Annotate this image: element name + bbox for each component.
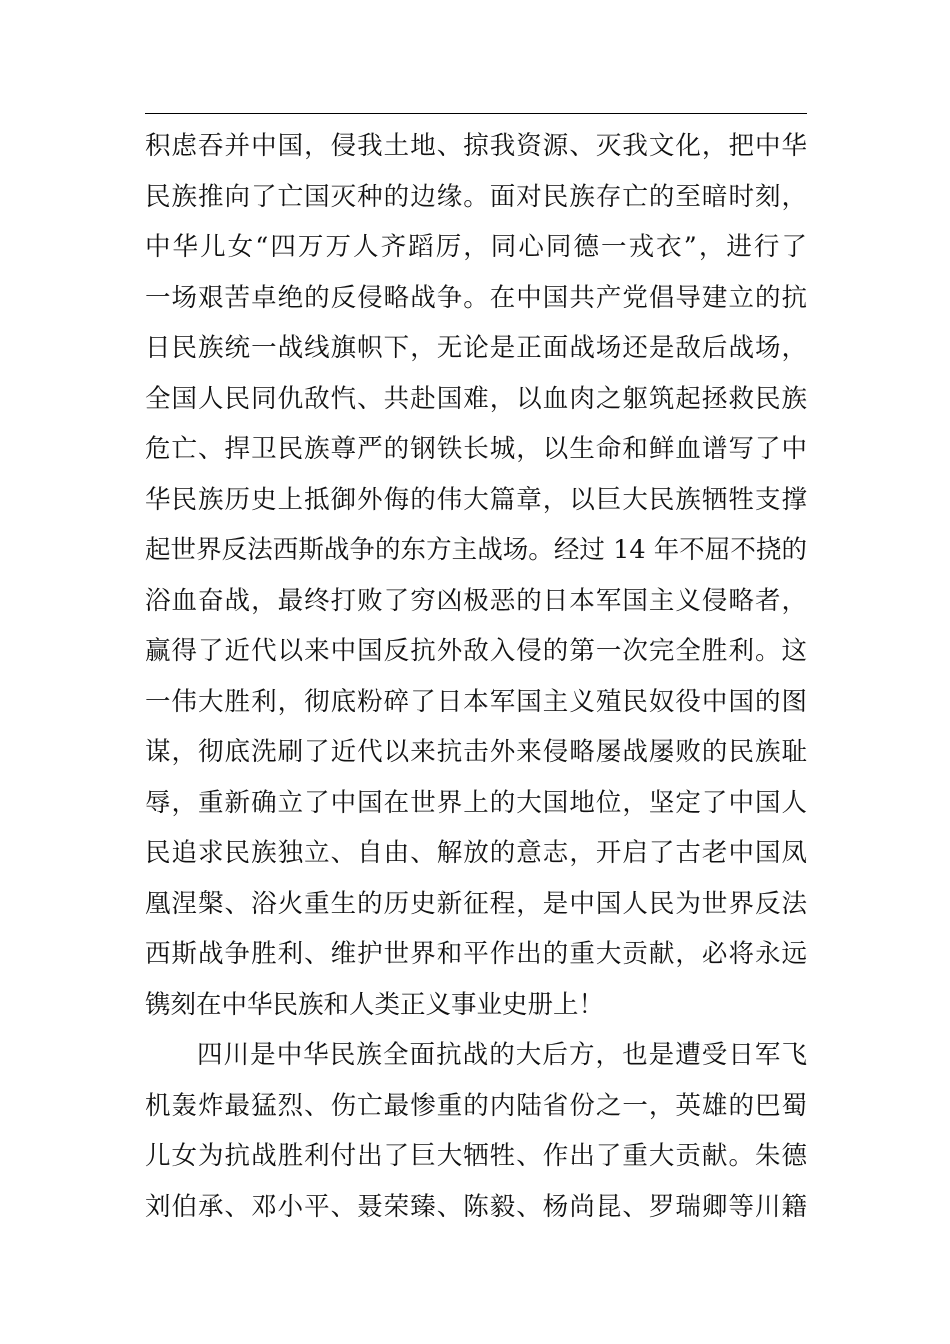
text-line: 赢得了近代以来中国反抗外敌入侵的第一次完全胜利。这 — [145, 636, 807, 666]
text-line: 一伟大胜利，彻底粉碎了日本军国主义殖民奴役中国的图 — [145, 686, 807, 717]
text-line: 一场艰苦卓绝的反侵略战争。在中国共产党倡导建立的抗 — [145, 282, 807, 313]
text-line: 西斯战争胜利、维护世界和平作出的重大贡献，必将永远 — [145, 939, 807, 969]
text-line: 凰涅槃、浴火重生的历史新征程，是中国人民为世界反法 — [145, 888, 807, 919]
body-text — [145, 121, 807, 1232]
text-line: 儿女为抗战胜利付出了巨大牺牲、作出了重大贡献。朱德 — [145, 1141, 807, 1171]
text-line: 中华儿女“四万万人齐蹈厉，同心同德一戎衣”，进行了 — [145, 232, 807, 262]
text-line: 刘伯承、邓小平、聂荣臻、陈毅、杨尚昆、罗瑞卿等川籍 — [145, 1191, 807, 1222]
text-line: 机轰炸最猛烈、伤亡最惨重的内陆省份之一，英雄的巴蜀 — [145, 1090, 807, 1121]
text-line: 镌刻在中华民族和人类正义事业史册上！ — [145, 989, 605, 1020]
text-line: 日民族统一战线旗帜下，无论是正面战场还是敌后战场， — [145, 333, 807, 363]
text-line: 辱，重新确立了中国在世界上的大国地位，坚定了中国人 — [145, 787, 807, 818]
text-line: 全国人民同仇敌忾、共赴国难，以血肉之躯筑起拯救民族 — [145, 383, 807, 414]
text-line: 浴血奋战，最终打败了穷凶极恶的日本军国主义侵略者， — [145, 585, 807, 616]
text-line: 四川是中华民族全面抗战的大后方，也是遭受日军飞 — [197, 1040, 807, 1070]
text-line: 危亡、捍卫民族尊严的钢铁长城，以生命和鲜血谱写了中 — [145, 434, 807, 464]
text-line: 民追求民族独立、自由、解放的意志，开启了古老中国凤 — [145, 838, 807, 868]
text-line: 华民族历史上抵御外侮的伟大篇章，以巨大民族牺牲支撑 — [145, 484, 807, 515]
text-line: 谋，彻底洗刷了近代以来抗击外来侵略屡战屡败的民族耻 — [145, 737, 807, 767]
header-rule — [145, 113, 807, 114]
text-line: 积虑吞并中国，侵我土地、掠我资源、灭我文化，把中华 — [145, 131, 807, 161]
text-line: 起世界反法西斯战争的东方主战场。经过 14 年不屈不挠的 — [145, 535, 807, 565]
text-line: 民族推向了亡国灭种的边缘。面对民族存亡的至暗时刻， — [145, 181, 807, 212]
